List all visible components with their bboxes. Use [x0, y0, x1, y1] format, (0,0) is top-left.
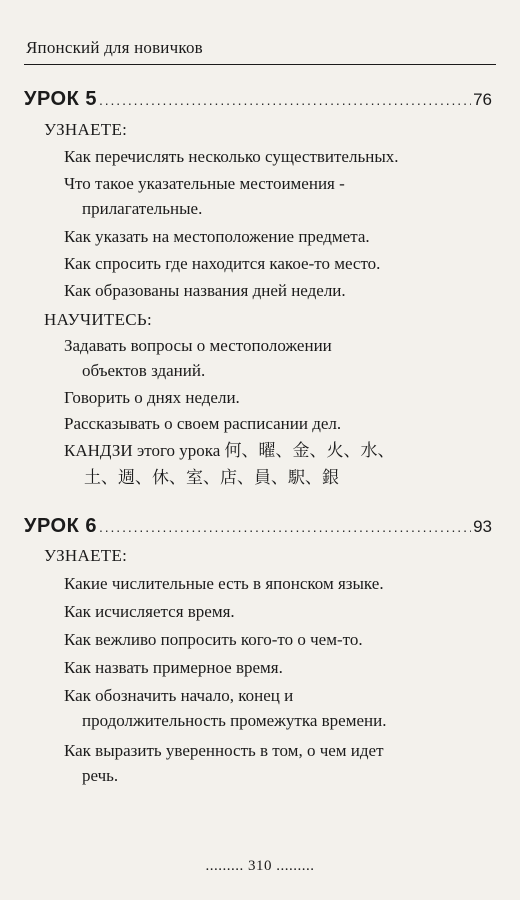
item-line: Задавать вопросы о местоположении: [64, 336, 332, 355]
lesson-6-entry[interactable]: [24, 515, 492, 538]
lesson-5-skills-item: [64, 385, 240, 410]
item-line-continuation: прилагательные.: [82, 199, 203, 218]
lesson-6-learn-item: [64, 683, 386, 733]
item-line-continuation: речь.: [82, 766, 119, 785]
lesson-6-learn-item: [64, 655, 283, 680]
lesson-6-learn-item: [64, 599, 235, 624]
lesson-6-page-number: 93: [473, 517, 492, 536]
lesson-5-page-number: 76: [473, 90, 492, 109]
lesson-5-learn-item: [64, 278, 346, 303]
header-rule: [24, 64, 496, 65]
running-header: Японский для новичков: [26, 38, 203, 57]
item-line: Говорить о днях недели.: [64, 388, 240, 407]
item-line: Рассказывать о своем расписании дел.: [64, 414, 342, 433]
lesson-6-title: УРОК 6: [24, 515, 97, 537]
item-line: Как обозначить начало, конец и: [64, 686, 294, 705]
lesson-5-kanji-list: [64, 437, 395, 491]
lesson-5-skills-item: [64, 333, 332, 383]
lesson-6-learn-item: [64, 738, 384, 788]
item-line: Как вежливо попросить кого-то о чем-то.: [64, 630, 363, 649]
lesson-6-learn-item: [64, 627, 363, 652]
lesson-5-entry[interactable]: [24, 88, 492, 111]
lesson-5-skills-item: [64, 411, 341, 436]
item-line: Как указать на местоположение предмета.: [64, 227, 370, 246]
lesson-5-learn-item: [64, 144, 399, 169]
item-line: Какие числительные есть в японском языке.: [64, 574, 384, 593]
dot-leader: [99, 519, 471, 535]
item-line: Что такое указательные местоимения -: [64, 174, 345, 193]
item-line: Как исчисляется время.: [64, 602, 235, 621]
lesson-5-skills-label: НАУЧИТЕСЬ:: [44, 310, 153, 329]
lesson-6-learn-item: [64, 571, 384, 596]
item-line: Как спросить где находится какое-то место.: [64, 254, 381, 273]
item-line-continuation: продолжительность промежутка времени.: [82, 711, 387, 730]
kanji-line: КАНДЗИ этого урока 何、曜、金、火、水、: [64, 441, 395, 460]
kanji-line-continuation: 土、週、休、室、店、員、駅、銀: [84, 468, 339, 487]
lesson-5-learn-item: [64, 171, 345, 221]
item-line-continuation: объектов зданий.: [82, 361, 206, 380]
item-line: Как образованы названия дней недели.: [64, 281, 346, 300]
lesson-5-title: УРОК 5: [24, 88, 97, 110]
item-line: Как назвать примерное время.: [64, 658, 283, 677]
lesson-5-learn-item: [64, 224, 370, 249]
lesson-5-learn-item: [64, 251, 380, 276]
item-line: Как выразить уверенность в том, о чем идет: [64, 741, 384, 760]
dot-leader: [99, 92, 471, 108]
lesson-5-learn-label: УЗНАЕТЕ:: [44, 120, 128, 139]
page-number-footer: ......... 310 .........: [205, 858, 315, 874]
lesson-6-learn-label: УЗНАЕТЕ:: [44, 546, 128, 565]
item-line: Как перечислять несколько существительных.: [64, 147, 399, 166]
